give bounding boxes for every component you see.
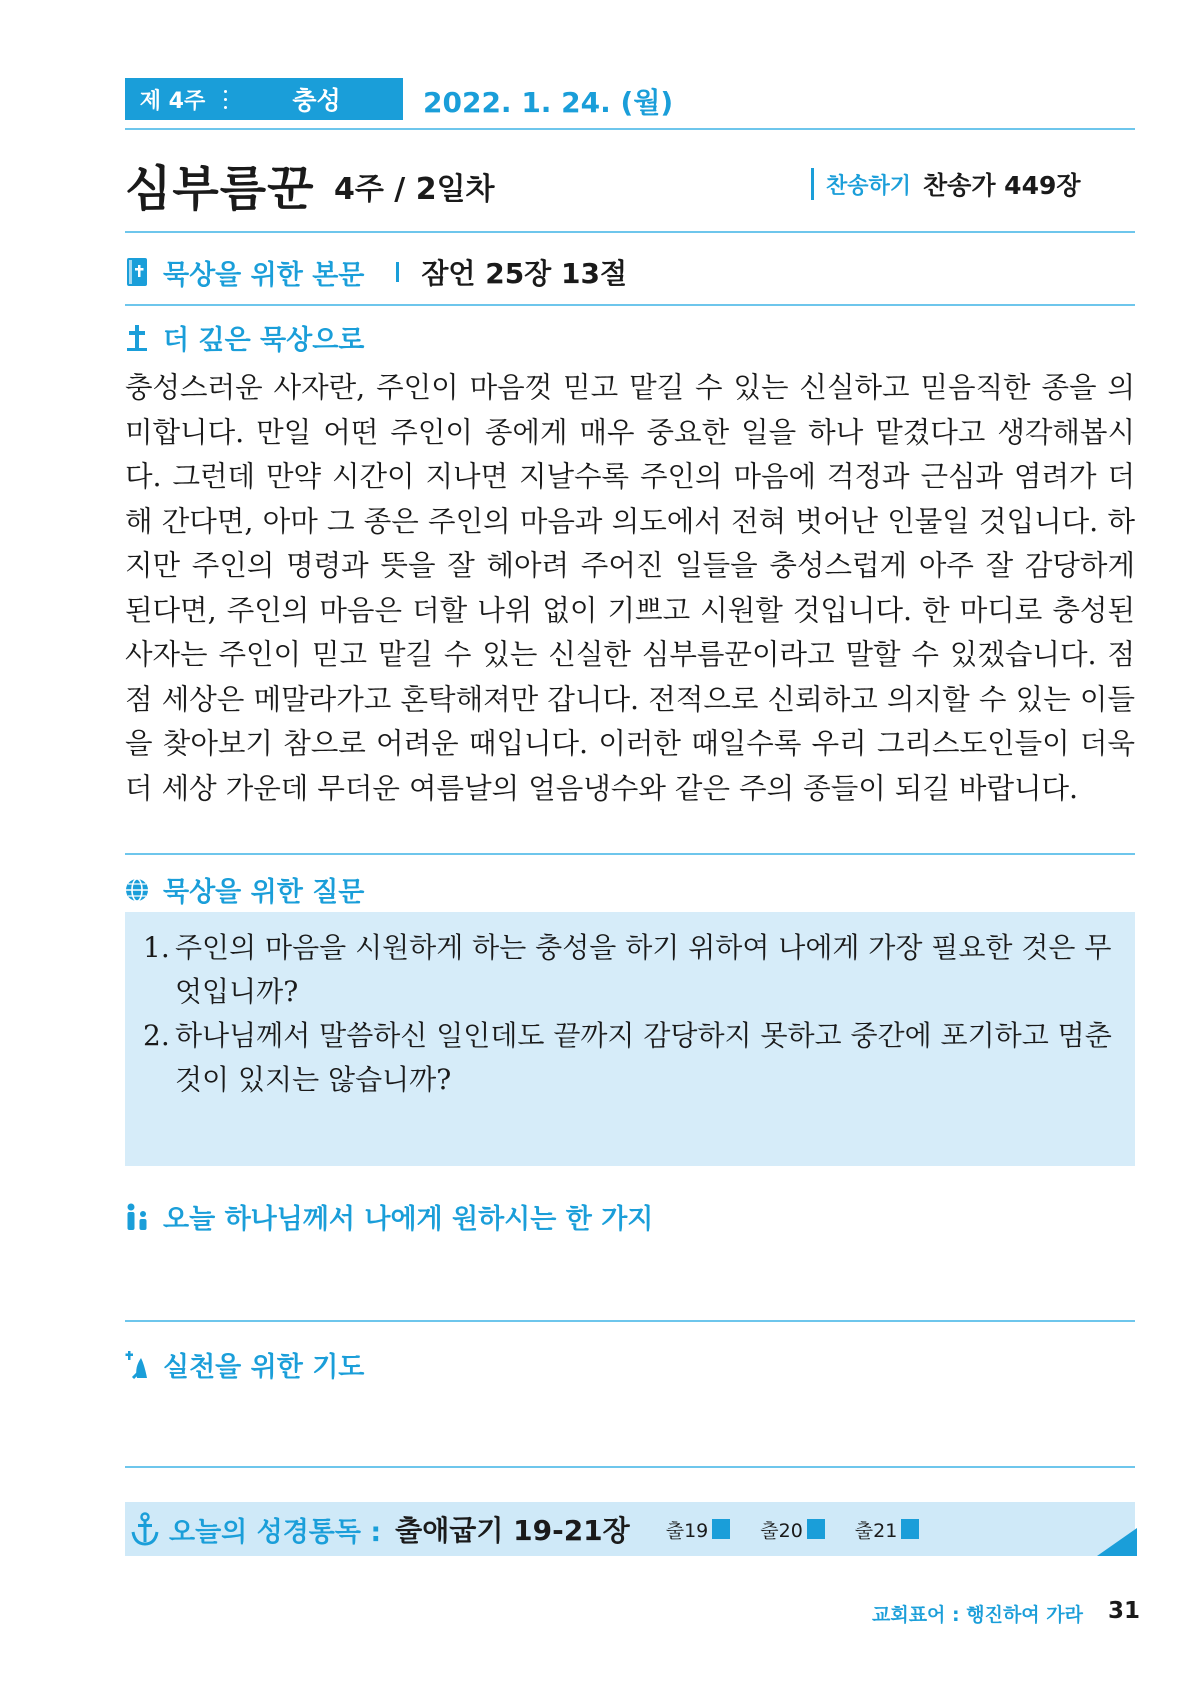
- week-label: 제 4주: [139, 88, 206, 114]
- scripture-section: [125, 252, 627, 292]
- praying-hands-icon: [125, 1350, 149, 1380]
- scripture-label: 묵상을 위한 본문: [163, 259, 365, 291]
- reading-check-3[interactable]: [855, 1516, 920, 1543]
- reading-check-2[interactable]: [760, 1516, 825, 1543]
- reading-check-label: 출19: [665, 1519, 709, 1542]
- checkbox-square[interactable]: [807, 1519, 825, 1539]
- title-rule: [125, 231, 1135, 233]
- week-theme-tag: [125, 78, 403, 120]
- prayer-label: 실천을 위한 기도: [163, 1352, 365, 1383]
- question-text: 주인의 마음을 시원하게 하는 충성을 하기 위하여 나에게 가장 필요한 것은 무엇입니까?: [175, 931, 1112, 1008]
- page-subtitle: 4주 / 2일차: [334, 172, 495, 207]
- theme-label: 충성: [292, 86, 341, 115]
- reading-book: 출애굽기 19-21장: [395, 1514, 630, 1547]
- checkbox-square[interactable]: [901, 1519, 919, 1539]
- scripture-rule: [125, 304, 1135, 306]
- prayer-section-heading: [125, 1345, 364, 1384]
- list-item: [143, 926, 1123, 1014]
- prayer-rule: [125, 1466, 1135, 1468]
- list-item: [143, 1014, 1123, 1102]
- hymn-value: 찬송가 449장: [923, 171, 1081, 200]
- reading-check-1[interactable]: [666, 1516, 731, 1543]
- questions-list: [143, 926, 1123, 1102]
- header-rule: [125, 128, 1135, 130]
- question-number: 1.: [143, 931, 170, 964]
- deeper-section-heading: [125, 318, 364, 357]
- body-rule: [125, 853, 1135, 855]
- church-motto: 교회표어 : 행진하여 가라: [872, 1604, 1083, 1626]
- reading-label: 오늘의 성경통독 :: [169, 1516, 382, 1548]
- cross-icon: [125, 323, 149, 353]
- dots-divider: [220, 90, 230, 109]
- hymn-label: 찬송하기: [826, 173, 912, 199]
- page-title: 심부름꾼: [125, 161, 315, 217]
- bible-icon: [125, 257, 149, 287]
- bible-reading-bar: [125, 1502, 1135, 1556]
- hymn-divider: [811, 168, 814, 200]
- deeper-label: 더 깊은 묵상으로: [163, 325, 365, 356]
- today-one-section-heading: [125, 1197, 653, 1236]
- question-number: 2.: [143, 1019, 170, 1052]
- page-number: 31: [1108, 1598, 1141, 1624]
- corner-triangle-icon: [1097, 1528, 1137, 1556]
- people-icon: [125, 1202, 149, 1232]
- today-one-label: 오늘 하나님께서 나에게 원하시는 한 가지: [163, 1204, 654, 1235]
- questions-section-heading: [125, 870, 364, 909]
- reading-check-label: 출21: [854, 1519, 898, 1542]
- question-text: 하나님께서 말씀하신 일인데도 끝까지 감당하지 못하고 중간에 포기하고 멈춘 것이 있지는 않습니까?: [175, 1019, 1112, 1096]
- meditation-body: 충성스러운 사자란, 주인이 마음껏 믿고 맡길 수 있는 신실하고 믿음직한 종을 의미합니다. 만일 어떤 주인이 종에게 매우 중요한 일을 하나 맡겼다고 생각해봅시다. 그런데 만약 시간이 지나면 지날수록 주인의 마음에 걱정과 근심과 염려가 더해 간다면, 아마 그 종은 주인의 마음과 의도에서 전혀 벗어난 인물일 것입니다. 하지만 주인의 명령과 뜻을 잘 헤아려 주어진 일들을 충성스럽게 아주 잘 감당하게 된다면, 주인의 마음은 더할 나위 없이 기쁘고 시원할 것입니다. 한 마디로 충성된 사자는 주인이 믿고 맡길 수 있는 신실한 심부름꾼이라고 말할 수 있겠습니다. 점점 세상은 메말라가고 혼탁해져만 갑니다. 전적으로 신뢰하고 의지할 수 있는 이들을 찾아보기 참으로 어려운 때입니다. 이러한 때일수록 우리 그리스도인들이 더욱더 세상 가운데 무더운 여름날의 얼음냉수와 같은 주의 종들이 되길 바랍니다.: [125, 371, 1135, 805]
- questions-label: 묵상을 위한 질문: [163, 877, 365, 908]
- anchor-icon: [131, 1512, 159, 1546]
- scripture-divider: [396, 262, 399, 282]
- globe-icon: [125, 875, 149, 905]
- hymn-info: [811, 166, 1081, 202]
- checkbox-square[interactable]: [712, 1519, 730, 1539]
- date-label: 2022. 1. 24. (월): [423, 86, 674, 119]
- scripture-reference: 잠언 25장 13절: [421, 257, 627, 290]
- reading-check-label: 출20: [760, 1519, 803, 1542]
- today-one-rule: [125, 1320, 1135, 1322]
